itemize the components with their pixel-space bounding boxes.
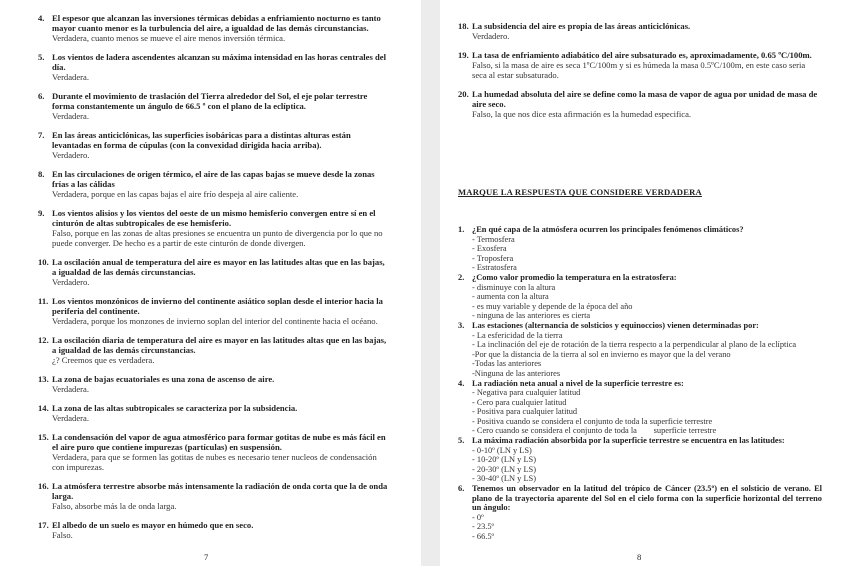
question-text: Los vientos monzónicos de invierno del continente asiático soplan desde el interior hacia la periferia del continente. xyxy=(52,296,383,316)
question-number: 19. xyxy=(458,50,469,60)
question-number: 4. xyxy=(38,13,45,23)
question-text: La humedad absoluta del aire se define como la masa de vapor de agua por unidad de masa de aire seco. xyxy=(472,89,818,109)
question-number: 3. xyxy=(458,320,465,330)
answer-option[interactable]: - aumenta con la altura xyxy=(472,292,549,302)
answer-option[interactable]: - Troposfera xyxy=(472,253,514,263)
question-body xyxy=(52,481,390,511)
question-body xyxy=(472,50,818,80)
question-body xyxy=(52,257,390,287)
question-body xyxy=(52,91,390,121)
answer-option[interactable]: - La inclinación del eje de rotación de la tierra respecto a la perpendicular al plano de la eclíptica xyxy=(472,340,797,350)
answer-option[interactable]: - Exosfera xyxy=(472,244,507,254)
question-number: 8. xyxy=(38,169,45,179)
tf-question xyxy=(38,169,390,199)
section-heading: MARQUE LA RESPUESTA QUE CONSIDERE VERDADERA xyxy=(458,187,702,197)
question-text: Las estaciones (alternancia de solsticios y equinoccios) vienen determinadas por: xyxy=(472,320,759,330)
tf-question xyxy=(38,91,390,121)
answer-text: Verdadero. xyxy=(52,150,90,160)
answer-option[interactable]: - ninguna de las anteriores es cierta xyxy=(472,311,591,321)
question-body xyxy=(52,335,390,365)
question-text: Los vientos de ladera ascendentes alcanzan su máxima intensidad en las horas centrales del día. xyxy=(52,52,386,72)
question-body xyxy=(472,89,818,119)
question-text: En las circulaciones de origen térmico, el aire de las capas bajas se mueve desde la zonas frías a las cálidas xyxy=(52,169,375,189)
answer-text: Verdadero. xyxy=(472,31,510,41)
answer-text: Verdadera, porque los monzones de invierno soplan del interior del continente hacia el océano. xyxy=(52,316,378,326)
answer-text: Falso, si la masa de aire es seca 1ºC/100m y si es húmeda la masa 0.5ºC/100m, en este caso seria seca al estar subsaturado. xyxy=(472,60,806,80)
question-text: La zona de bajas ecuatoriales es una zona de ascenso de aire. xyxy=(52,374,275,384)
answer-text: Verdadera, para que se formen las gotitas de nubes es necesario tener nucleos de condensación con impurezas. xyxy=(52,452,377,472)
question-text: En las áreas anticiclónicas, las superficies isobáricas para a distintas alturas están levantadas en forma de cúpulas (con la convexidad dirigida hacia arriba). xyxy=(52,130,351,150)
question-number: 6. xyxy=(458,484,465,494)
answer-text: Falso. xyxy=(52,530,73,540)
tf-question xyxy=(38,432,390,472)
question-text: El espesor que alcanzan las inversiones térmicas debidas a enfriamiento nocturno es tanto mayor cuanto menor es la turbulencia del aire, a igualdad de las demás circunstancias. xyxy=(52,13,381,33)
question-number: 16. xyxy=(38,481,49,491)
mc-question xyxy=(458,321,822,379)
page-number: 8 xyxy=(637,552,642,562)
mc-question xyxy=(458,225,822,273)
question-body xyxy=(472,436,822,484)
question-number: 6. xyxy=(38,91,45,101)
answer-option[interactable]: - Termosfera xyxy=(472,234,515,244)
answer-option[interactable]: - disminuye con la altura xyxy=(472,282,556,292)
answer-option[interactable]: - Cero para cualquier latitud xyxy=(472,397,567,407)
question-number: 1. xyxy=(458,225,465,234)
question-number: 14. xyxy=(38,403,49,413)
answer-text: ¿? Creemos que es verdadera. xyxy=(52,355,155,365)
answer-option[interactable]: - 0º xyxy=(472,512,484,522)
question-body xyxy=(472,273,822,321)
answer-text: Verdadera, porque en las capas bajas el aire frío despeja al aire caliente. xyxy=(52,189,299,199)
answer-option[interactable]: -Por que la distancia de la tierra al sol en invierno es mayor que la del verano xyxy=(472,349,731,359)
answer-option[interactable]: - 10-20º (LN y LS) xyxy=(472,455,537,465)
question-body xyxy=(472,21,818,41)
answer-text: Verdadera. xyxy=(52,413,89,423)
tf-question xyxy=(458,21,818,41)
question-text: Tenemos un observador en la latitud del trópico de Cáncer (23.5º) en el solsticio de verano. El plano de la trayectoria aparente del Sol en el cielo forma con la superficie horizontal del terreno un ángulo: xyxy=(472,484,822,513)
answer-option[interactable]: - 66.5º xyxy=(472,532,495,541)
question-number: 15. xyxy=(38,432,49,442)
question-number: 4. xyxy=(458,378,465,388)
mc-question xyxy=(458,273,822,321)
answer-text: Verdadero. xyxy=(52,277,90,287)
question-text: La máxima radiación absorbida por la superficie terrestre se encuentra en las latitudes: xyxy=(472,436,785,446)
question-text: Los vientos alisios y los vientos del oeste de un mismo hemisferio convergen entre sí en el cinturón de altas subtropicales de ese hemisferio. xyxy=(52,208,376,228)
question-body xyxy=(52,208,390,248)
page-8 xyxy=(440,0,848,566)
tf-question xyxy=(38,481,390,511)
question-text: La subsidencia del aire es propia de las áreas anticiclónicas. xyxy=(472,21,691,31)
page-number: 7 xyxy=(204,552,209,562)
answer-text: Verdadera. xyxy=(52,384,89,394)
question-number: 7. xyxy=(38,130,45,140)
question-body xyxy=(52,169,390,199)
answer-text: Falso, porque en las zonas de altas presiones se encuentra un punto de divergencia por lo que no puede converger. De hecho es a partir de este cinturón de donde divergen. xyxy=(52,228,383,248)
answer-option[interactable]: - 30-40º (LN y LS) xyxy=(472,474,537,484)
answer-text: Verdadera. xyxy=(52,72,89,82)
question-number: 13. xyxy=(38,374,49,384)
mc-question xyxy=(458,379,822,437)
tf-question xyxy=(38,257,390,287)
multiple-choice-list xyxy=(458,225,822,542)
question-text: Durante el movimiento de traslación del Tierra alrededor del Sol, el eje polar terrestre forma constantemente un ángulo de 66.5 º con el plano de la eclíptica. xyxy=(52,91,368,111)
question-body xyxy=(52,432,390,472)
question-text: La tasa de enfriamiento adiabático del aire subsaturado es, aproximadamente, 0.65 ºC/100m. xyxy=(472,50,812,60)
question-body xyxy=(52,296,390,326)
true-false-list xyxy=(38,13,390,549)
tf-question xyxy=(458,89,818,119)
answer-option[interactable]: - 0-10º (LN y LS) xyxy=(472,445,532,455)
page-7 xyxy=(0,0,421,566)
tf-question xyxy=(38,13,390,43)
question-text: El albedo de un suelo es mayor en húmedo que en seco. xyxy=(52,520,254,530)
mc-question xyxy=(458,436,822,484)
question-body xyxy=(52,52,390,82)
answer-text: Verdadera. xyxy=(52,111,89,121)
question-number: 2. xyxy=(458,272,465,282)
question-number: 20. xyxy=(458,89,469,99)
question-number: 18. xyxy=(458,21,469,31)
question-text: La oscilación diaria de temperatura del aire es mayor en las latitudes altas que en las bajas, a igualdad de las demás circunstancias. xyxy=(52,335,387,355)
question-text: La zona de las altas subtropicales se caracteriza por la subsidencia. xyxy=(52,403,298,413)
answer-option[interactable]: -Todas las anteriores xyxy=(472,359,542,369)
question-body xyxy=(472,379,822,437)
tf-question xyxy=(38,208,390,248)
answer-text: Verdadera, cuanto menos se mueve el aire menos inversión térmica. xyxy=(52,33,286,43)
question-body xyxy=(472,484,822,542)
answer-option[interactable]: - 23.5º xyxy=(472,522,495,532)
answer-option[interactable]: - Positiva cuando se considera el conjunto de toda la superficie terrestre xyxy=(472,416,713,426)
question-number: 10. xyxy=(38,257,49,267)
answer-option[interactable]: - Estratosfera xyxy=(472,263,517,273)
answer-option[interactable]: - Cero cuando se considera el conjunto de toda la superficie terrestre xyxy=(472,426,717,436)
question-body xyxy=(472,321,822,379)
answer-option[interactable]: - es muy variable y depende de la época del año xyxy=(472,301,633,311)
question-text: La radiación neta anual a nivel de la superficie terrestre es: xyxy=(472,378,684,388)
question-number: 12. xyxy=(38,335,49,345)
answer-option[interactable]: - Positiva para cualquier latitud xyxy=(472,407,578,417)
answer-text: Falso, absorbe más la de onda larga. xyxy=(52,501,177,511)
question-body xyxy=(472,225,822,273)
tf-question xyxy=(38,403,390,423)
question-body xyxy=(52,13,390,43)
tf-question xyxy=(458,50,818,80)
question-text: ¿Como valor promedio la temperatura en la estratosfera: xyxy=(472,272,677,282)
tf-question xyxy=(38,130,390,160)
true-false-list xyxy=(458,21,818,128)
tf-question xyxy=(38,335,390,365)
question-body xyxy=(52,520,390,540)
tf-question xyxy=(38,374,390,394)
mc-question xyxy=(458,484,822,542)
tf-question xyxy=(38,520,390,540)
question-number: 11. xyxy=(38,296,49,306)
question-text: La condensación del vapor de agua atmosférico para formar gotitas de nube es más fácil en el aire puro que contiene impurezas (partículas) en suspensión. xyxy=(52,432,386,452)
question-number: 5. xyxy=(458,436,465,446)
question-body xyxy=(52,130,390,160)
answer-option[interactable]: -Ninguna de las anteriores xyxy=(472,368,561,378)
tf-question xyxy=(38,296,390,326)
question-number: 9. xyxy=(38,208,45,218)
question-body xyxy=(52,374,390,394)
answer-text: Falso, la que nos dice esta afirmación es la humedad especifica. xyxy=(472,109,692,119)
question-number: 5. xyxy=(38,52,45,62)
question-text: La oscilación anual de temperatura del aire es mayor en las latitudes altas que en las bajas, a igualdad de las demás circunstancias. xyxy=(52,257,385,277)
question-text: La atmósfera terrestre absorbe más intensamente la radiación de onda corta que la de onda larga. xyxy=(52,481,388,501)
answer-option[interactable]: - Negativa para cualquier latitud xyxy=(472,388,581,398)
question-text: ¿En qué capa de la atmósfera ocurren los principales fenómenos climáticos? xyxy=(472,225,744,234)
question-number: 17. xyxy=(38,520,49,530)
answer-option[interactable]: - 20-30º (LN y LS) xyxy=(472,464,537,474)
tf-question xyxy=(38,52,390,82)
question-body xyxy=(52,403,390,423)
answer-option[interactable]: - La esfericidad de la tierra xyxy=(472,330,563,340)
